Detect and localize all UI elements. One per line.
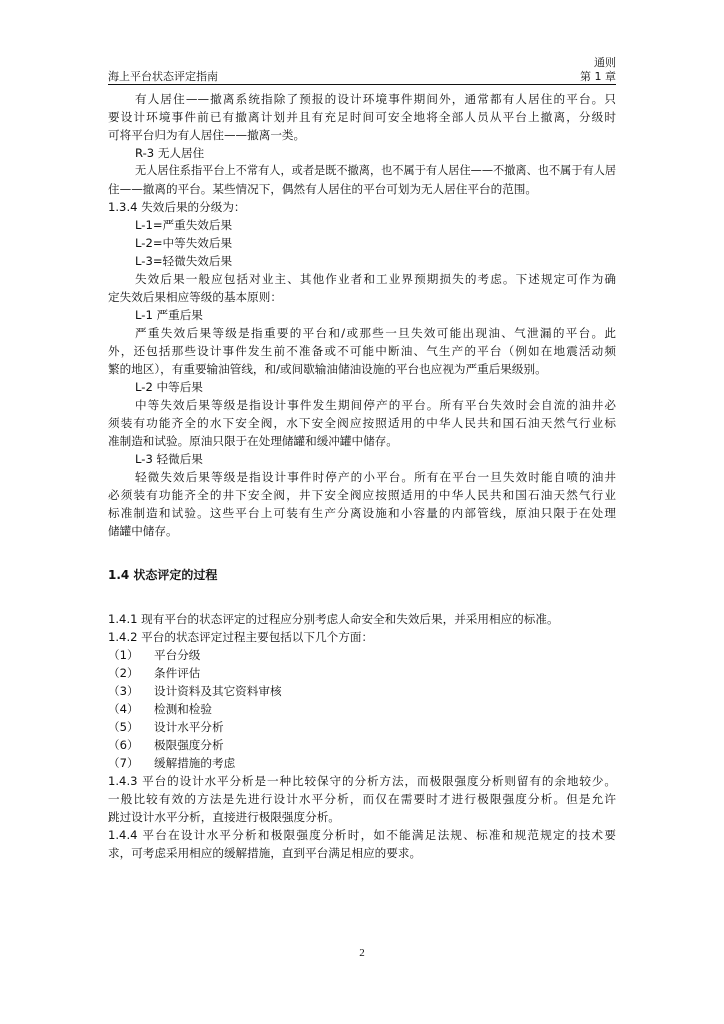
text-line: 跳过设计水平分析，直接进行极限强度分析。 xyxy=(108,810,340,824)
body-text xyxy=(108,90,616,862)
clause-1-4-1: 1.4.1 现有平台的状态评定的过程应分别考虑人命安全和失效后果，并采用相应的标准。 xyxy=(108,612,559,626)
list-item-number: （1） xyxy=(108,648,139,662)
text-line: 住——撤离的平台。某些情况下，偶然有人居住的平台可划为无人居住平台的范围。 xyxy=(108,182,537,196)
text-line: 准制造和试验。原油只限于在处理储罐和缓冲罐中储存。 xyxy=(108,434,398,448)
list-item-text: 平台分级 xyxy=(154,648,201,662)
text-line: 可将平台归为有人居住——撤离一类。 xyxy=(108,128,306,142)
text-line: 必须装有功能齐全的井下安全阀，井下安全阀应按照适用的中华人民共和国石油天然气行业 xyxy=(108,488,616,502)
text-line: 须装有功能齐全的水下安全阀，水下安全阀应按照适用的中华人民共和国石油天然气行业标 xyxy=(108,416,616,430)
spacer xyxy=(108,584,616,610)
text-line: 储罐中储存。 xyxy=(108,524,178,538)
list-item-text: 设计资料及其它资料审核 xyxy=(154,684,282,698)
process-list xyxy=(108,646,616,772)
header-rule xyxy=(108,84,616,85)
header-chapter-number: 第 1 章 xyxy=(580,70,616,83)
text-line: 繁的地区），有重要输油管线，和/或间歇输油储油设施的平台也应视为严重后果级别。 xyxy=(108,362,547,376)
text-line: 轻微失效后果等级是指设计事件时停产的小平台。所有在平台一旦失效时能自喷的油井 xyxy=(135,470,616,484)
list-item xyxy=(108,646,616,664)
text-line: 中等失效后果等级是指设计事件发生期间停产的平台。所有平台失效时会自流的油井必 xyxy=(135,398,616,412)
list-item-number: （3） xyxy=(108,684,139,698)
subheading-line: L-2 中等后果 xyxy=(135,380,203,394)
spacer xyxy=(108,540,616,566)
subheading-line: L-3 轻微后果 xyxy=(135,452,203,466)
text-line: 有人居住——撤离系统指除了预报的设计环境事件期间外，通常都有人居住的平台。只 xyxy=(135,92,616,106)
text-line: 1.4.3 平台的设计水平分析是一种比较保守的分析方法，而极限强度分析则留有的余地较少。 xyxy=(108,774,616,788)
clause-1-4-4 xyxy=(108,826,616,862)
list-item-text: 检测和检验 xyxy=(154,702,212,716)
list-item-number: （5） xyxy=(108,720,139,734)
subheading-line: L-1=严重失效后果 xyxy=(135,218,233,232)
list-item xyxy=(108,700,616,718)
list-item xyxy=(108,718,616,736)
text-line: 外，还包括那些设计事件发生前不准备或不可能中断油、气生产的平台（例如在地震活动频 xyxy=(108,344,616,358)
text-line: 定失效后果相应等级的基本原则： xyxy=(108,290,282,304)
subheading-line: L-2=中等失效后果 xyxy=(135,236,233,250)
text-line: 一般比较有效的方法是先进行设计水平分析，而仅在需要时才进行极限强度分析。但是允许 xyxy=(108,792,616,806)
list-item xyxy=(108,664,616,682)
text-line: 无人居住系指平台上不常有人，或者是既不撤离，也不属于有人居住——不撤离、也不属于有人居 xyxy=(135,164,617,177)
header-document-title: 海上平台状态评定指南 xyxy=(108,70,218,83)
page-number: 2 xyxy=(359,947,365,959)
list-item-text: 设计水平分析 xyxy=(154,720,224,734)
subheading-line: L-3=轻微失效后果 xyxy=(135,254,233,268)
clause-1-4-3 xyxy=(108,772,616,826)
list-item-number: （7） xyxy=(108,756,139,770)
upper-paragraphs xyxy=(108,90,616,540)
list-item-text: 缓解措施的考虑 xyxy=(154,756,236,770)
list-item-text: 条件评估 xyxy=(154,666,201,680)
text-line: 求，可考虑采用相应的缓解措施，直到平台满足相应的要求。 xyxy=(108,846,422,860)
text-line: 1.4.4 平台在设计水平分析和极限强度分析时，如不能满足法规、标准和规范规定的技术要 xyxy=(108,828,616,842)
text-line: 要设计环境事件前已有撤离计划并且有充足时间可安全地将全部人员从平台上撤离，分级时 xyxy=(108,110,616,124)
text-line: 失效后果一般应包括对业主、其他作业者和工业界预期损失的考虑。下述规定可作为确 xyxy=(135,272,616,286)
text-line: 严重失效后果等级是指重要的平台和/或那些一旦失效可能出现油、气泄漏的平台。此 xyxy=(135,326,616,340)
list-item-number: （6） xyxy=(108,738,139,752)
list-item xyxy=(108,736,616,754)
list-item-text: 极限强度分析 xyxy=(154,738,224,752)
list-item-number: （4） xyxy=(108,702,139,716)
list-item xyxy=(108,754,616,772)
clause-1-4-2: 1.4.2 平台的状态评定过程主要包括以下几个方面： xyxy=(108,630,374,644)
header-chapter-title: 通则 xyxy=(594,56,616,69)
subheading-line: L-1 严重后果 xyxy=(135,308,203,322)
list-item xyxy=(108,682,616,700)
text-line: 1.3.4 失效后果的分级为： xyxy=(108,200,246,214)
text-line: 标准制造和试验。这些平台上可装有生产分离设施和小容量的内部管线，原油只限于在处理 xyxy=(108,506,616,520)
subheading-line: R-3 无人居住 xyxy=(135,146,205,160)
list-item-number: （2） xyxy=(108,666,139,680)
section-heading: 1.4 状态评定的过程 xyxy=(108,568,218,582)
